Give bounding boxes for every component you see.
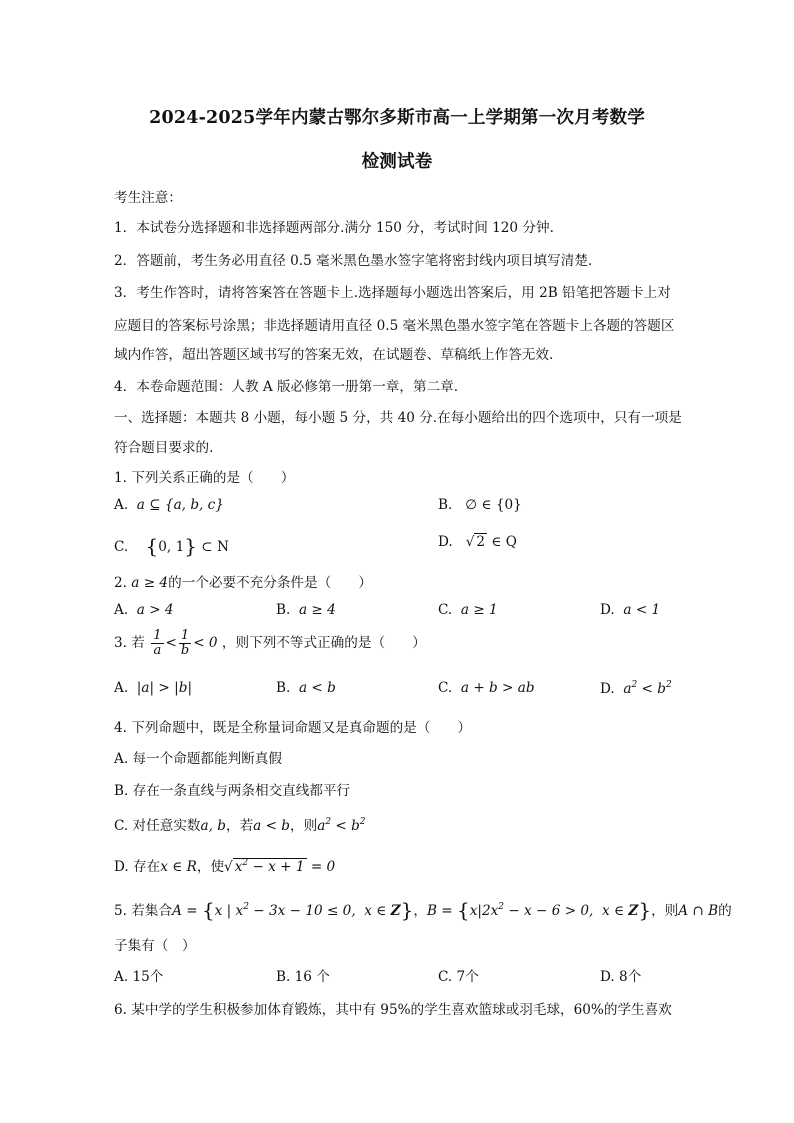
q1-option-a (114, 497, 224, 513)
q1-option-a-label: A. (114, 497, 129, 513)
q5-option-a: A. 15个 (114, 969, 164, 985)
q6-stem: 6. 某中学的学生积极参加体育锻炼，其中有 95%的学生喜欢篮球或羽毛球，60%的学生喜欢 (114, 1002, 672, 1018)
q3-option-c (438, 680, 535, 696)
q5-tail: 的 (718, 903, 732, 919)
q4-option-c: C. 对任意实数a, b，若a < b，则$a^2 < b^2$ (114, 817, 366, 834)
section-heading: 一、选择题：本题共 8 小题，每小题 5 分，共 40 分.在每小题给出的四个选项中，只有一项是 (114, 410, 682, 426)
exam-title-line1: 2024-2025学年内蒙古鄂尔多斯市高一上学期第一次月考数学 (149, 108, 645, 128)
notice-item-3-cont1: 应题目的答案标号涂黑；非选择题请用直径 0.5 毫米黑色墨水签字笔在答题卡上各题的答题区 (114, 318, 675, 334)
q2-option-d-label: D. (600, 602, 615, 618)
q4-option-c-then: ，则 (290, 818, 318, 834)
q3-option-a-math: |a| > |b| (136, 680, 193, 696)
q1-option-a-math: a ⊆ {a, b, c} (132, 497, 224, 513)
q2-number: 2. (114, 575, 132, 591)
q5-option-c: C. 7个 (438, 969, 479, 985)
notice-item-3-cont2: 域内作答，超出答题区域书写的答案无效，在试题卷、草稿纸上作答无效. (114, 347, 554, 363)
q2-option-b (276, 602, 336, 618)
q3-option-b-math: a < b (290, 680, 336, 696)
q1-option-c (114, 534, 229, 558)
q3-option-a-label: A. (114, 680, 129, 696)
section-heading-cont: 符合题目要求的. (114, 440, 214, 456)
q3-option-d (600, 680, 672, 697)
q1-option-d (438, 534, 517, 550)
q5-option-b: B. 16 个 (276, 969, 330, 985)
q2-option-d (600, 602, 660, 618)
q4-option-c-lead: C. 对任意实数 (114, 818, 201, 834)
q2-option-a-label: A. (114, 602, 129, 618)
q4-option-c-mid: ，若 (225, 818, 254, 834)
q2-option-c (438, 602, 498, 618)
q2-option-d-math: a < 1 (614, 602, 661, 618)
q2-option-b-math: a ≥ 4 (290, 602, 336, 618)
q4-option-d: D. 存在x ∈ R，使√ $x^2 - x + 1 = 0$ (114, 858, 336, 875)
q2-stem (114, 571, 372, 591)
q2-option-b-label: B. (276, 602, 291, 618)
q2-stem-text: 的一个必要不充分条件是（ ） (168, 575, 372, 591)
notice-item-1: 1．本试卷分选择题和非选择题两部分.满分 150 分，考试时间 120 分钟. (114, 220, 554, 236)
q4-option-b: B. 存在一条直线与两条相交直线都平行 (114, 783, 351, 799)
notice-item-4: 4．本卷命题范围：人教 A 版必修第一册第一章，第二章. (114, 379, 459, 395)
q2-condition: a ≥ 4 (131, 575, 169, 591)
q3-stem: 3. 若 $\frac{1}{a}$ < $\frac{1}{b}$ < 0 ，则下列不等式正确的是（ ） (114, 628, 426, 658)
notice-item-3: 3．考生作答时，请将答案答在答题卡上.选择题每小题选出答案后，用 2B 铅笔把答题卡上对 (114, 285, 671, 301)
q5-stem-cont: 子集有（ ） (114, 938, 196, 954)
exam-title-line2: 检测试卷 (361, 152, 433, 172)
q1-option-b (438, 497, 522, 513)
q3-option-a (114, 680, 192, 696)
q5-then: ，则 (651, 903, 679, 919)
q1-option-b-label: B. (438, 497, 453, 513)
q3-stem-text: ，则下列不等式正确的是（ ） (221, 635, 426, 651)
q3-option-d-math: $a^2 < b^2$ (614, 680, 672, 697)
q3-fraction-1-over-a: $\frac{1}{a}$ (153, 628, 162, 658)
q1-option-b-math: ∅ ∈ {0} (456, 497, 522, 513)
notice-item-2: 2．答题前，考生务必用直径 0.5 毫米黑色墨水签字笔将密封线内项目填写清楚. (114, 253, 593, 269)
q5-set-a: A = {x | $x^2 - 3x - 10 \le 0$, x ∈ Z} (172, 898, 414, 922)
q3-option-c-label: C. (438, 680, 453, 696)
q3-lead: 3. 若 (114, 635, 145, 651)
q2-option-c-label: C. (438, 602, 453, 618)
q4-stem: 4. 下列命题中，既是全称量词命题又是真命题的是（ ） (114, 720, 472, 736)
q3-option-b (276, 680, 336, 696)
q3-option-b-label: B. (276, 680, 291, 696)
q5-lead: 5. 若集合 (114, 903, 173, 919)
q1-option-d-label: D. (438, 534, 453, 550)
q5-set-b: $B = \{x|2x^2 - x - 6 > 0$, x ∈ Z} (426, 898, 652, 922)
q3-option-c-math: a + b > ab (452, 680, 535, 696)
q3-fraction-1-over-b: $\frac{1}{b}$ (180, 628, 190, 658)
q5-option-d: D. 8个 (600, 969, 642, 985)
q2-option-c-math: a ≥ 1 (452, 602, 498, 618)
q4-option-a: A. 每一个命题都能判断真假 (114, 751, 282, 767)
notice-heading: 考生注意： (114, 190, 182, 206)
q2-option-a (114, 602, 174, 618)
q5-stem: 5. 若集合A = {x | $x^2 - 3x - 10 \le 0$, x ∈ Z}，$B = \{x|2x^2 - x - 6 > 0$, x ∈ Z}，则A ∩ B的 (114, 898, 732, 922)
q1-stem: 1. 下列关系正确的是（ ） (114, 470, 295, 486)
q3-option-d-label: D. (600, 681, 615, 697)
q2-option-a-math: a > 4 (128, 602, 174, 618)
q1-option-d-math: √ 2 ∈ Q (457, 534, 517, 550)
q1-option-c-math: {0, 1} ⊂ N (145, 534, 229, 558)
q4-option-d-lead: D. 存在 (114, 859, 161, 875)
q1-option-c-label: C. (114, 539, 129, 555)
q4-option-d-mid: ，使 (196, 859, 225, 875)
